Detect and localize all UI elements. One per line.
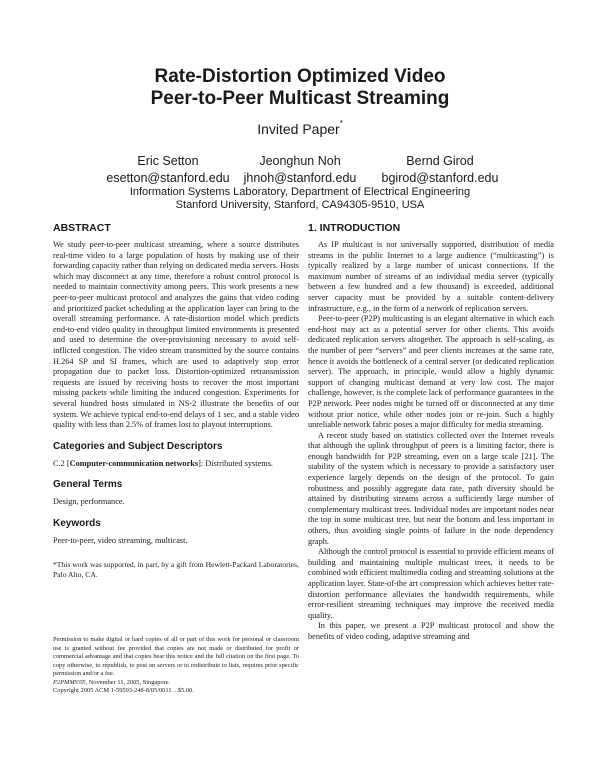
affiliation-line-2: Stanford University, Stanford, CA94305-9510, USA [175,199,425,211]
intro-paragraph-4: Although the control protocol is essential to provide efficient means of building and maintaining multiple multicast trees, it needs to be combined with efficient multimedia coding and streaming solutions at the application layer. State-of-the art compression which achieves better rate-distortion performance alleviates the bandwidth requirements, while error-resilient streaming techniques may improve the received media quality. [308,547,554,620]
left-column [53,222,299,580]
title-line-1: Rate-Distortion Optimized Video [154,66,446,87]
permission-text: Permission to make digital or hard copies of all or part of this work for personal or classroom use is granted without fee provided that copies are not made or distributed for profit or commercial advantage and that copies bear this notice and the full citation on the first page. To copy otherwise, to republish, to post on servers or to redistribute to lists, requires prior specific permission and/or a fee. [53,636,299,677]
keywords-text: Peer-to-peer, video streaming, multicast. [53,535,188,545]
abstract-heading: ABSTRACT [53,222,111,234]
invited-paper-label [0,121,600,137]
introduction-heading: 1. INTRODUCTION [308,222,401,234]
intro-paragraph-1: As IP multicast is not universally supported, distribution of media streams in the public Internet to a large audience (“multicasting”) is typically realized by a large number of unicast connections. If the maximum number of streams of an individual media server (typically between a few hundred and a few thousand) is exceeded, additional server capacity must be provided by a suitable content-delivery infrastructure, e.g., in the form of a network of replication servers. [308,240,554,313]
permission-block [53,636,299,696]
author-name: Jeonghun Noh [259,154,341,168]
copyright-line: Copyright 2005 ACM 1-59593-248-8/05/0011 ...$5.00. [53,687,194,694]
right-column [308,222,554,643]
invited-text: Invited Paper [257,121,340,137]
general-terms-heading: General Terms [53,479,123,491]
categories-rest: ]: Distributed systems. [198,458,274,468]
intro-paragraph-5: In this paper, we present a P2P multicast protocol and show the benefits of video coding, adaptive streaming and [308,621,554,641]
author-name: Bernd Girod [406,154,474,168]
intro-paragraph-2: Peer-to-peer (P2P) multicasting is an elegant alternative in which each end-host may act as a potential server for other clients. This avoids dedicated replication servers altogether. The approach is self-scaling, as the number of peer “servers” and peer clients increases at the same rate, hence it avoids the bottleneck of a central server (or dedicated replication server). The approach, in principle, would allow a highly dynamic support of changing multicast demand at very low cost. The major challenge, however, is the complete lack of performance guarantees in the P2P network. Peer nodes might be turned off or disconnected at any time without prior notice, while other nodes join or re-join. Such a highly unreliable network fabric poses a major difficulty for media streaming. [308,314,554,430]
title-line-2: Peer-to-Peer Multicast Streaming [150,88,450,109]
invited-footnote-mark: * [339,119,343,128]
venue-line [53,679,299,688]
author-3 [355,153,525,187]
venue-italic: P2PMMS'05, [53,678,88,686]
abstract-text: We study peer-to-peer multicast streaming, where a source distributes real-time video to a large population of hosts by making use of their forwarding capacity rather than relying on dedicated media servers. Hosts which may disconnect at any time, therefore a robust control protocol is needed to maintain connectivity among peers. This work presents a new peer-to-peer multicast protocol and analyzes the gains that video coding and prioritized packet scheduling at the application layer can bring to the overall streaming performance. A rate-distortion model which predicts end-to-end video quality in throughput limited environments is presented and used to determine the over-provisioning necessary to avoid self-inflicted congestion. The video stream transmitted by the source contains H.264 SP and SI frames, which are used to adaptively stop error propagation due to packet loss. Distortion-optimized retransmission requests are issued by receiving hosts to recover the most important missing packets while limiting the induced congestion. Experiments for several hundred hosts simulated in NS-2 illustrate the benefits of our system. We achieve typical end-to-end delays of 1 sec, and a stable video quality with less than 2.5% of frames lost to playout interruptions. [53,240,299,430]
intro-paragraph-3: A recent study based on statistics collected over the Internet reveals that although the uplink throughput of peers is a limiting factor, there is enough bandwidth for P2P streaming, even on a large scale [21]. The stability of the system which is necessary to provide a satisfactory user experience largely depends on the design of the protocol. To gain robustness and possibly aggregate data rate, path diversity should be attained by distributing streams across a sufficiently large number of complementary multicast trees. Individual nodes are important nodes near the top in some multicast tree, but near the bottom and less important in others, thus avoiding single points of failure in the node dependency graph. [308,430,554,546]
categories-bold: Computer-communication networks [69,458,199,468]
author-email: jhnoh@stanford.edu [243,171,357,185]
affiliation-line-1: Information Systems Laboratory, Department of Electrical Engineering [129,186,471,198]
paper-title [0,66,600,110]
venue-rest: November 11, 2005, Singapore. [87,678,171,686]
footnote: *This work was supported, in part, by a gift from Hewlett-Packard Laboratories, Palo Alto, CA. [53,560,299,580]
categories-code: C.2 [ [53,458,70,468]
general-terms-text: Design, performance. [53,497,125,507]
affiliation [0,186,600,212]
author-email: bgirod@stanford.edu [381,171,499,185]
categories-text [53,459,299,470]
author-email: esetton@stanford.edu [106,171,230,185]
keywords-heading: Keywords [53,517,101,529]
author-name: Eric Setton [137,154,199,168]
categories-heading: Categories and Subject Descriptors [53,440,223,452]
